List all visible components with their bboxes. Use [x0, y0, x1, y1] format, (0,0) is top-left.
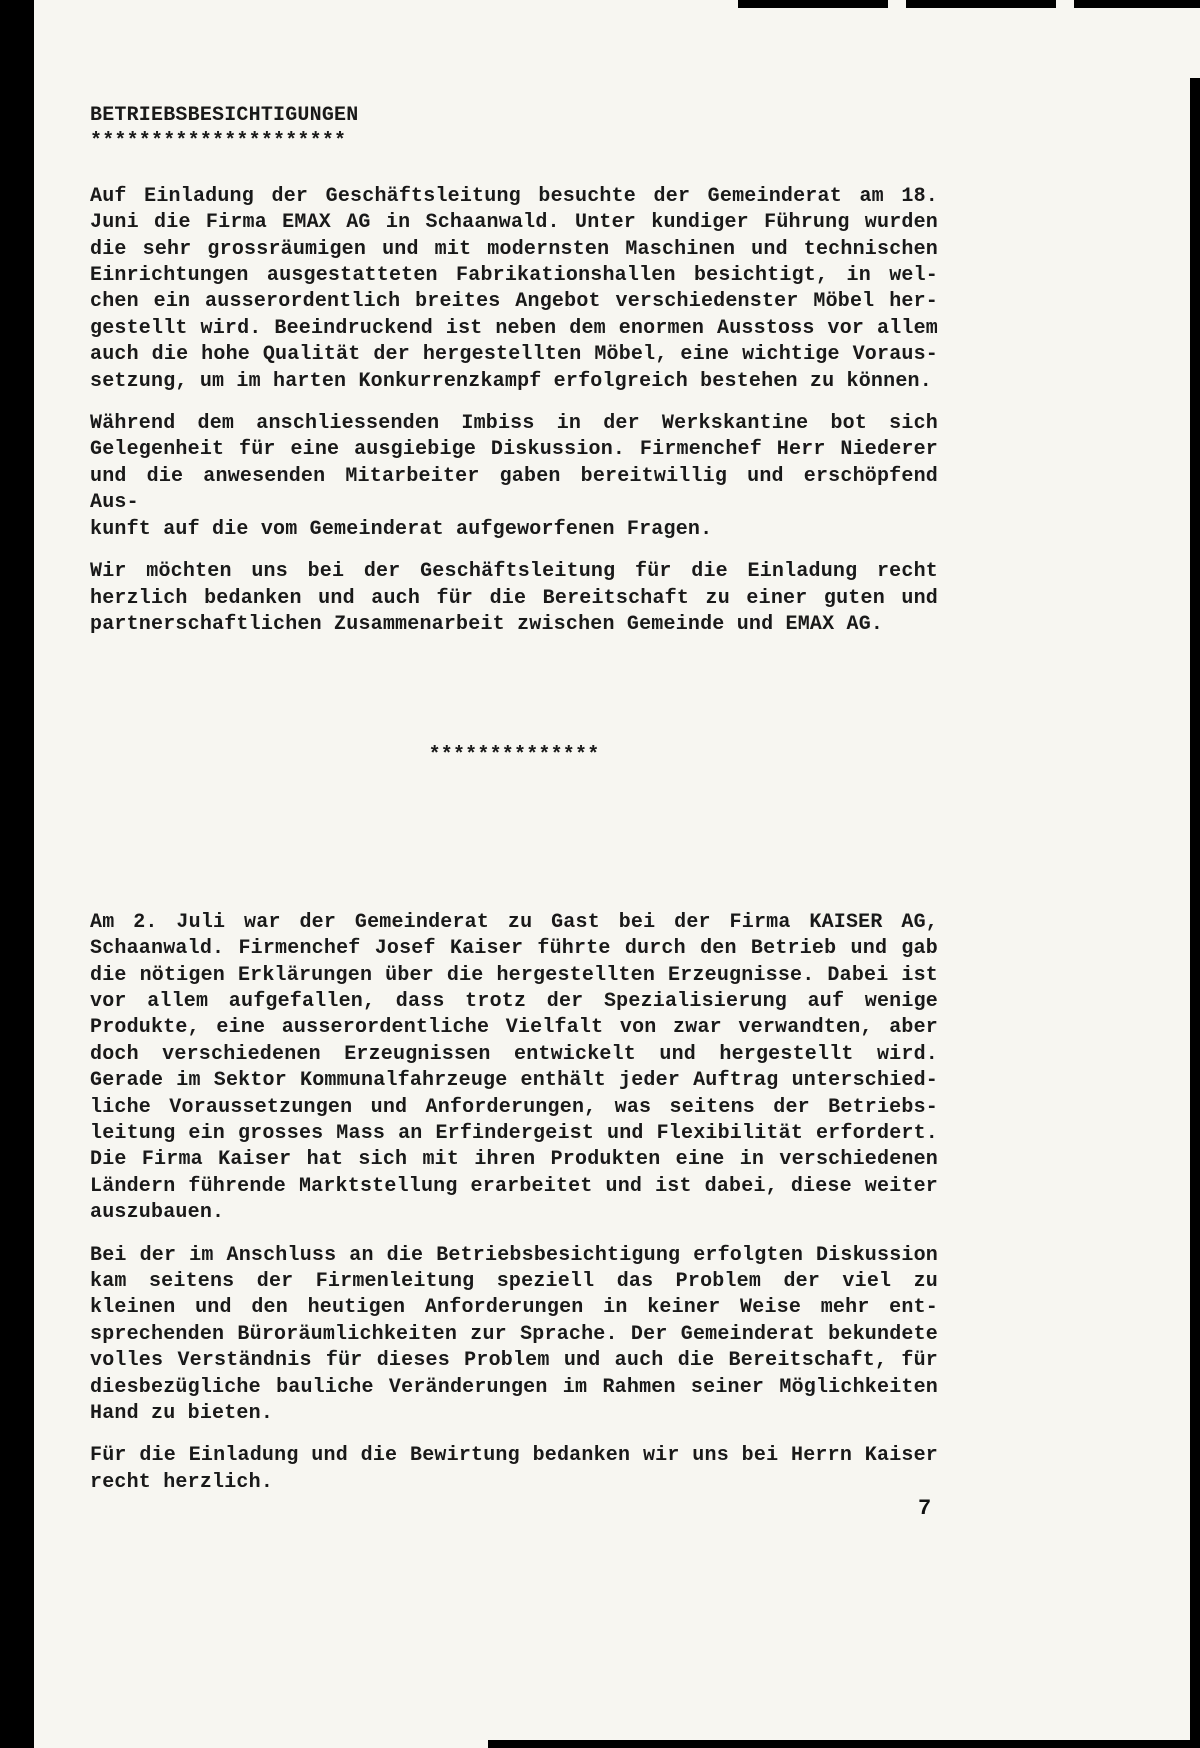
text-line: Schaanwald. Firmenchef Josef Kaiser führte durch den Betrieb und gab: [90, 937, 938, 961]
text-line: gestellt wird. Beeindruckend ist neben dem enormen Ausstoss vor allem: [90, 316, 938, 340]
text-line: herzlich bedanken und auch für die Bereitschaft zu einer guten und: [90, 586, 938, 610]
text-line: recht herzlich.: [90, 1470, 274, 1494]
text-line: Die Firma Kaiser hat sich mit ihren Produkten eine in verschiedenen: [90, 1148, 938, 1172]
text-line: diesbezügliche bauliche Veränderungen im Rahmen seiner Möglichkeiten: [90, 1375, 938, 1399]
text-line: sprechenden Büroräumlichkeiten zur Sprache. Der Gemeinderat bekundete: [90, 1322, 938, 1346]
scan-edge-top-dashes: [738, 0, 1200, 8]
text-line: Gerade im Sektor Kommunalfahrzeuge enthält jeder Auftrag unterschied-: [90, 1069, 938, 1093]
text-line: auch die hohe Qualität der hergestellten Möbel, eine wichtige Voraus-: [90, 343, 938, 367]
text-line: Für die Einladung und die Bewirtung bedanken wir uns bei Herrn Kaiser: [90, 1444, 938, 1468]
section-separator-asterisks: **************: [428, 744, 600, 768]
paragraph-kaiser-discussion: [90, 1243, 938, 1428]
text-line: setzung, um im harten Konkurrenzkampf erfolgreich bestehen zu können.: [90, 369, 932, 393]
text-line: partnerschaftlichen Zusammenarbeit zwischen Gemeinde und EMAX AG.: [90, 612, 884, 636]
text-line: volles Verständnis für dieses Problem und auch die Bereitschaft, für: [90, 1349, 938, 1373]
scan-edge-bottom: [488, 1740, 1200, 1748]
text-line: Während dem anschliessenden Imbiss in der Werkskantine bot sich: [90, 412, 938, 436]
paragraph-kaiser-visit: [90, 910, 938, 1227]
document-content: [90, 103, 938, 1512]
paragraph-emax-visit: [90, 184, 938, 395]
text-line: Gelegenheit für eine ausgiebige Diskussion. Firmenchef Herr Niederer: [90, 438, 938, 462]
text-line: die nötigen Erklärungen über die hergestellten Erzeugnisse. Dabei ist: [90, 963, 938, 987]
text-line: liche Voraussetzungen und Anforderungen, was seitens der Betriebs-: [90, 1095, 938, 1119]
text-line: vor allem aufgefallen, dass trotz der Spezialisierung auf wenige: [90, 989, 938, 1013]
text-line: Am 2. Juli war der Gemeinderat zu Gast bei der Firma KAISER AG,: [90, 910, 938, 934]
text-line: kleinen und den heutigen Anforderungen in keiner Weise mehr ent-: [90, 1296, 938, 1320]
paragraph-kaiser-thanks: [90, 1443, 938, 1496]
text-line: Auf Einladung der Geschäftsleitung besuchte der Gemeinderat am 18.: [90, 184, 938, 208]
text-line: Wir möchten uns bei der Geschäftsleitung für die Einladung recht: [90, 560, 938, 584]
text-line: Einrichtungen ausgestatteten Fabrikationshallen besichtigt, in wel-: [90, 264, 938, 288]
scan-edge-right: [1190, 78, 1200, 1748]
text-line: Juni die Firma EMAX AG in Schaanwald. Unter kundiger Führung wurden: [90, 211, 938, 235]
text-line: leitung ein grosses Mass an Erfindergeist und Flexibilität erfordert.: [90, 1121, 938, 1145]
page-number: 7: [918, 1496, 932, 1521]
paragraph-emax-discussion: [90, 411, 938, 543]
text-line: und die anwesenden Mitarbeiter gaben bereitwillig und erschöpfend Aus-: [90, 464, 938, 515]
paragraph-emax-thanks: [90, 559, 938, 638]
text-line: auszubauen.: [90, 1201, 225, 1225]
scan-edge-left: [0, 0, 34, 1748]
text-line: doch verschiedenen Erzeugnissen entwickelt und hergestellt wird.: [90, 1042, 938, 1066]
text-line: kunft auf die vom Gemeinderat aufgeworfenen Fragen.: [90, 517, 713, 541]
text-line: Ländern führende Marktstellung erarbeitet und ist dabei, diese weiter: [90, 1174, 938, 1198]
text-line: chen ein ausserordentlich breites Angebot verschiedenster Möbel her-: [90, 290, 938, 314]
text-line: kam seitens der Firmenleitung speziell das Problem der viel zu: [90, 1270, 938, 1293]
text-line: Bei der im Anschluss an die Betriebsbesichtigung erfolgten Diskussion: [90, 1243, 938, 1267]
text-line: Produkte, eine ausserordentliche Vielfalt von zwar verwandten, aber: [90, 1016, 938, 1040]
document-title: BETRIEBSBESICHTIGUNGEN: [90, 104, 359, 127]
text-line: Hand zu bieten.: [90, 1402, 274, 1426]
text-line: die sehr grossräumigen und mit modernsten Maschinen und technischen: [90, 237, 938, 261]
title-underline-asterisks: *********************: [90, 130, 347, 154]
